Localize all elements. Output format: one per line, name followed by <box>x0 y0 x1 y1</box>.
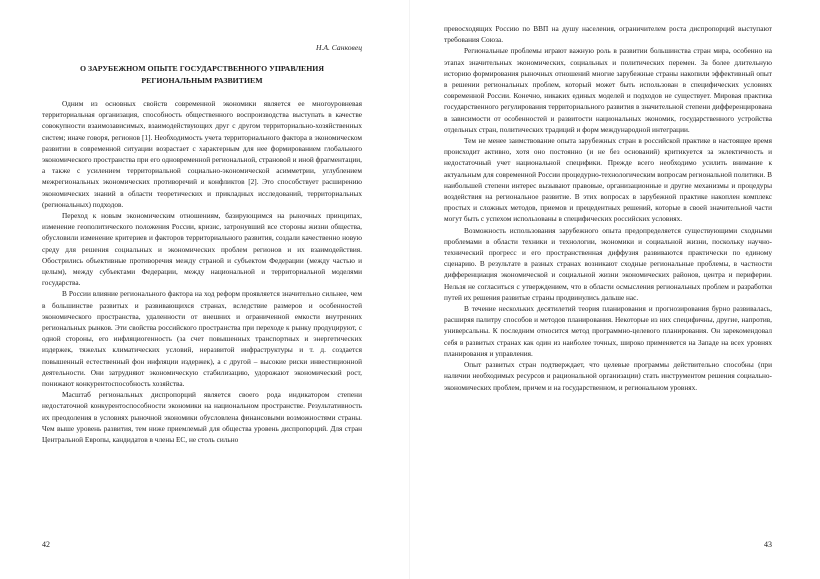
paragraph: В течение нескольких десятилетий теория планирования и прогнозирования бурно развивалась, расширяя палитру способов и методов планирования. Некоторые из них специфичны, другие, напротив, универсальны. К последним относится метод программно-целевого планирования. Он зарекомендовал себя в развитых странах как один из наиболее точных, широко применяется на Западе на всех уровнях планирования и управления. <box>444 304 772 358</box>
page-number-left: 42 <box>42 540 50 549</box>
title-line-1: О ЗАРУБЕЖНОМ ОПЫТЕ ГОСУДАРСТВЕННОГО УПРАВЛЕНИЯ <box>80 64 324 73</box>
paragraph: Опыт развитых стран подтверждает, что целевые программы действительно способны (при наличии необходимых ресурсов и рациональной организации) стать инструментом решения социально-экономических проблем, причем и на государственном, и региональном уровнях. <box>444 360 772 392</box>
paragraph: Региональные проблемы играют важную роль в развитии большинства стран мира, особенно на этапах значительных экономических, социальных и политических перемен. За более длительную историю формирования рыночных отношений многие зарубежные страны накопили эффективный опыт в решении региональных проблем, который может быть использован в специфических условиях современной России. Конечно, никаких единых моделей и подходов не существует. Мировая практика государственного регулирования территориального развития в значительной степени дифференцирована в зависимости от особенностей и развитости национальных экономик, государственного устройства отдельных стран, политических традиций и форм международной интеграции. <box>444 46 772 134</box>
left-text-column <box>42 98 362 553</box>
right-page <box>410 0 820 579</box>
title-line-2: РЕГИОНАЛЬНЫМ РАЗВИТИЕМ <box>141 75 263 85</box>
paragraph: Тем не менее заимствование опыта зарубежных стран в российской практике в настоящее время происходит активно, хотя оно постоянно (и не без оснований) критикуется за эклектичность и недостаточный учет национальной специфики. Прежде всего необходимо усилить внимание к актуальным для современной России процедурно-технологическим вопросам региональной политики. В наибольшей степени интерес вызывают правовые, организационные и другие механизмы и процедуры воздействия на региональное развитие. В этих вопросах в зарубежной практике накоплен комплекс простых и сложных методов, приемов и прецедентных решений, которые в своей значительной части могут быть с успехом использованы в специфических российских условиях. <box>444 136 772 224</box>
paragraph: Переход к новым экономическим отношениям, базирующимся на рыночных принципах, изменение геополитического положения России, кризис, затронувший все стороны жизни общества, обусловили изменение критериев и факторов территориального развития, создали качественно новую среду для решения социальных и экономических проблем регионов и их взаимодействия. Обострились объективные противоречия между страной и субъектом Федерации (между частью и целым), между субъектами Федерации, между национальной и территориальной моделями государства. <box>42 211 362 288</box>
page-number-right: 43 <box>764 540 772 549</box>
article-title <box>42 63 362 86</box>
paragraph: В России влияние регионального фактора на ход реформ проявляется значительно сильнее, чем в большинстве развитых и развивающихся странах, вследствие размеров и особенностей экономического пространства, удаленности от внешних и ограниченной емкости внутренних региональных рынков. Эти свойства российского пространства при переходе к рынку продуцируют, с одной стороны, его инфляциогенность (за счет повышенных транспортных и энергетических издержек, тяжелых климатических условий, неразвитой инфраструктуры и т. д. создается повышенный естественный фон инфляции издержек), а с другой – высокие риски инвестиционной деятельности. Они затрудняют экономическую стабилизацию, удорожают экономический рост, понижают конкурентоспособность хозяйства. <box>42 289 362 389</box>
right-text-column <box>444 23 772 563</box>
continuation-paragraph: превосходящих Россию по ВВП на душу населения, ограничителем роста диспропорций выступают требования Союза. <box>444 24 772 45</box>
paragraph: Возможность использования зарубежного опыта предопределяется существующими сходными проблемами в области техники и технологии, экономики и социальной жизни, поскольку научно-технический прогресс и его пространственная диффузия развиваются практически по единому сценарию. В результате в разных странах возникают сходные региональные проблемы, в частности дифференциация экономической и социальной жизни экономических районов, центра и периферии. Нельзя не согласиться с утверждением, что в области осмысления региональных проблем и разработки путей их решения развитые страны продвинулись дальше нас. <box>444 225 772 302</box>
author-name: Н.А. Санковец <box>315 43 362 52</box>
paragraph: Масштаб региональных диспропорций является своего рода индикатором степени недостаточной конкурентоспособности экономики на национальном пространстве. Результативность их преодоления в условиях рыночной экономики обусловлена финансовыми возможностями страны. Чем выше уровень развития, тем ниже приемлемый для общества уровень диспропорций. Для стран Центральной Европы, кандидатов в члены ЕС, не столь сильно <box>42 390 362 445</box>
paragraph: Одним из основных свойств современной экономики является ее многоуровневая территориальная организация, способность общественного воспроизводства выступать в качестве совокупности взаимозависимых, взаимодействующих друг с другом территориально-хозяйственных систем; иначе говоря, регионов [1]. Необходимость учета территориального фактора в экономическом развитии в современной ситуации возрастает с характерным для нее формированием глобального экономического пространства при его одновременной региональной, страновой и иной фрагментации, а также с усилением территориальной социально-экономической асимметрии, углублением межрегиональных экономических противоречий и конфликтов [2]. Это способствует расширению экономических знаний в области теоретических и прикладных исследований, территориальных (региональных) подходов. <box>42 99 362 209</box>
